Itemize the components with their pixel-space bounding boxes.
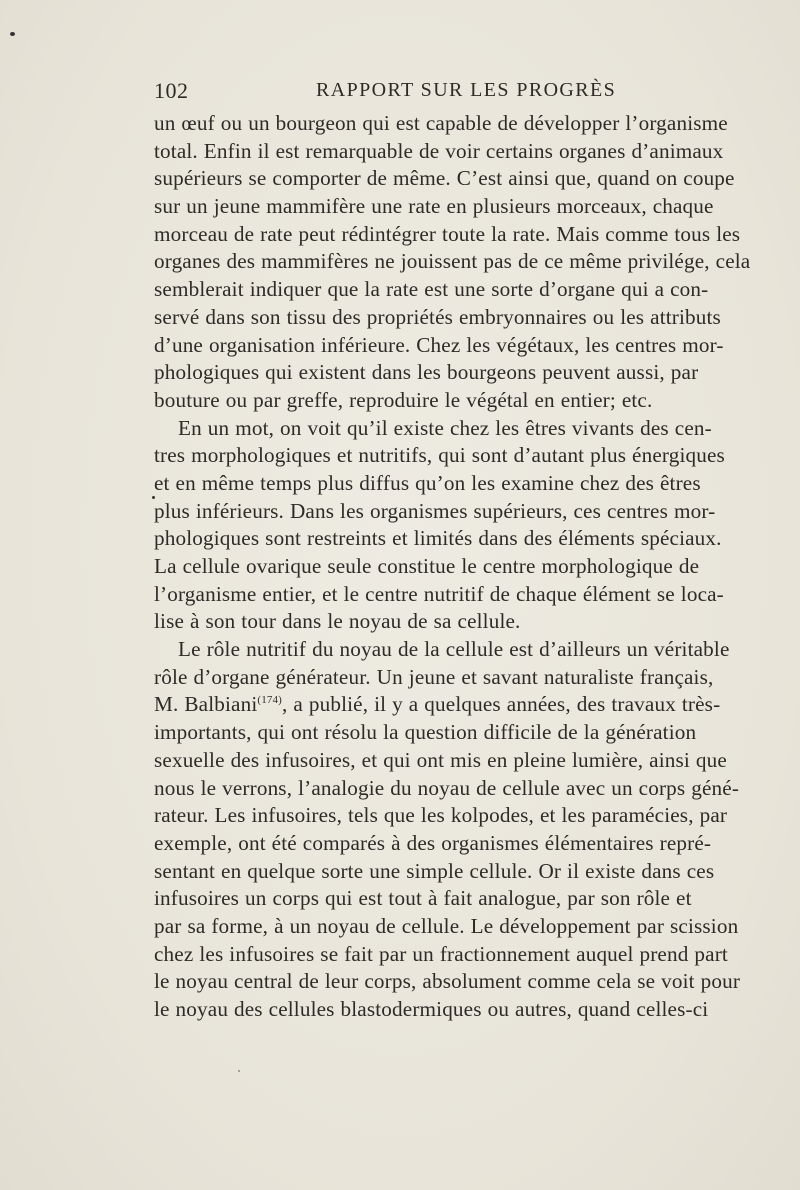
text-line: par sa forme, à un noyau de cellule. Le développement par scission	[154, 913, 739, 938]
ink-speck	[152, 496, 155, 499]
text-line: En un mot, on voit qu’il existe chez les êtres vivants des cen-	[178, 415, 712, 440]
text-line: phologiques sont restreints et limités dans des éléments spéciaux.	[154, 526, 722, 551]
text-line: un œuf ou un bourgeon qui est capable de développer l’organisme	[154, 111, 728, 135]
text-fragment: M. Balbiani	[154, 692, 258, 717]
text-line: infusoires un corps qui est tout à fait analogue, par son rôle et	[154, 886, 692, 911]
footnote-reference[interactable]: (174)	[257, 694, 282, 707]
text-line: et en même temps plus diffus qu’on les examine chez des êtres	[154, 470, 701, 495]
page-number: 102	[154, 78, 189, 103]
text-line: morceau de rate peut rédintégrer toute la rate. Mais comme tous les	[154, 221, 741, 246]
text-line: nous le verrons, l’analogie du noyau de cellule avec un corps géné-	[154, 775, 740, 800]
text-line: l’organisme entier, et le centre nutritif de chaque élément se loca-	[154, 581, 724, 606]
page-header	[154, 78, 654, 108]
text-line: importants, qui ont résolu la question difficile de la génération	[154, 720, 697, 745]
text-line: lise à son tour dans le noyau de sa cellule.	[154, 609, 521, 634]
text-line: sentant en quelque sorte une simple cellule. Or il existe dans ces	[154, 858, 715, 883]
text-line: chez les infusoires se fait par un fractionnement auquel prend part	[154, 941, 728, 966]
text-line: Le rôle nutritif du noyau de la cellule est d’ailleurs un véritable	[178, 637, 730, 662]
text-line: bouture ou par greffe, reproduire le végétal en entier; etc.	[154, 387, 653, 412]
text-line: servé dans son tissu des propriétés embryonnaires ou les attributs	[154, 304, 721, 329]
text-line: sexuelle des infusoires, et qui ont mis en pleine lumière, ainsi que	[154, 747, 727, 772]
text-line: organes des mammifères ne jouissent pas de ce même privilége, cela	[154, 249, 751, 274]
text-line: sur un jeune mammifère une rate en plusieurs morceaux, chaque	[154, 194, 714, 219]
text-line: d’une organisation inférieure. Chez les végétaux, les centres mor-	[154, 332, 724, 357]
ink-speck	[10, 32, 15, 36]
text-line: rateur. Les infusoires, tels que les kolpodes, et les paramécies, par	[154, 803, 728, 828]
text-line-with-footnote	[154, 691, 721, 719]
text-line: exemple, ont été comparés à des organismes élémentaires repré-	[154, 830, 712, 855]
ink-speck	[238, 1070, 240, 1072]
text-line: supérieurs se comporter de même. C’est ainsi que, quand on coupe	[154, 166, 735, 191]
text-line: le noyau central de leur corps, absolument comme cela se voit pour	[154, 969, 741, 994]
text-line: total. Enfin il est remarquable de voir certains organes d’animaux	[154, 138, 724, 163]
running-head: RAPPORT SUR LES PROGRÈS	[316, 79, 617, 101]
text-line: tres morphologiques et nutritifs, qui sont d’autant plus énergiques	[154, 443, 725, 468]
text-line: La cellule ovarique seule constitue le centre morphologique de	[154, 554, 700, 578]
text-line: plus inférieurs. Dans les organismes supérieurs, ces centres mor-	[154, 498, 716, 523]
text-line: rôle d’organe générateur. Un jeune et savant naturaliste français,	[154, 664, 714, 689]
text-line: phologiques qui existent dans les bourgeons peuvent aussi, par	[154, 360, 699, 385]
body-text	[154, 110, 751, 1024]
text-line: le noyau des cellules blastodermiques ou autres, quand celles-ci	[154, 997, 709, 1021]
text-fragment: , a publié, il y a quelques années, des travaux très-	[281, 692, 721, 717]
text-line: semblerait indiquer que la rate est une sorte d’organe qui a con-	[154, 277, 709, 302]
